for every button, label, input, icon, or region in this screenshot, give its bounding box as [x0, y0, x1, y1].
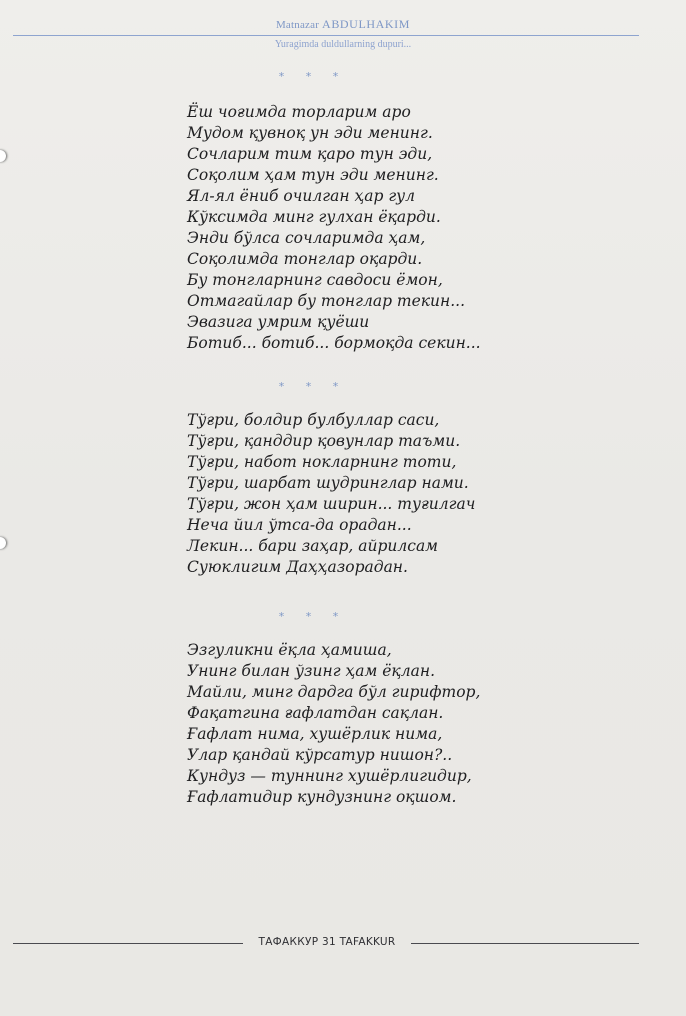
poem-line: Тўғри, жон ҳам ширин... туғилгач [187, 495, 476, 513]
poem-line: Ёш чоғимда торларим аро [187, 103, 411, 121]
footer-rule-left [13, 943, 243, 944]
poem-line: Тўғри, набот нокларнинг тоти, [187, 453, 457, 471]
poem-line: Кўксимда минг гулхан ёқарди. [187, 208, 441, 226]
poem-line: Тўғри, қанддир қовунлар таъми. [187, 432, 461, 450]
poem-3 [187, 640, 517, 808]
author-last-name: ABDULHAKIM [322, 17, 411, 31]
binder-hole [0, 150, 6, 162]
poem-line: Тўғри, болдир булбуллар саси, [187, 411, 440, 429]
poem-line: Эзгуликни ёқла ҳамиша, [187, 641, 392, 659]
stanza-separator: * * * [278, 610, 348, 623]
author-first-name: Matnazar [275, 19, 320, 31]
poem-line: Ял-ял ёниб очилган ҳар гул [187, 187, 416, 205]
poem-line: Тўғри, шарбат шудринглар нами. [187, 474, 469, 492]
poem-line: Ғафлат нима, хушёрлик нима, [187, 725, 443, 743]
poem-line: Отмагайлар бу тонглар текин... [187, 292, 466, 310]
poem-line: Ботиб... ботиб... бормоқда секин... [187, 334, 481, 352]
poem-line: Унинг билан ўзинг ҳам ёқлан. [187, 662, 436, 680]
poem-2 [187, 410, 517, 578]
running-header-author [0, 17, 686, 32]
page-footer: ТАФАККУР 31 TAFAKKUR [258, 936, 396, 948]
poem-line: Мудом қувноқ ун эди менинг. [187, 124, 433, 142]
stanza-separator: * * * [278, 70, 348, 83]
poem-line: Энди бўлса сочларимда ҳам, [187, 229, 426, 247]
poem-line: Неча йил ўтса-да орадан... [187, 516, 412, 534]
running-header-subtitle: Yuragimda duldullarning dupuri... [274, 39, 412, 50]
poem-line: Соқолим ҳам тун эди менинг. [187, 166, 439, 184]
poem-line: Соқолимда тонглар оқарди. [187, 250, 423, 268]
poem-line: Улар қандай кўрсатур нишон?.. [187, 746, 453, 764]
poem-line: Кундуз — туннинг хушёрлигидир, [187, 767, 472, 785]
poem-line: Бу тонгларнинг савдоси ёмон, [187, 271, 443, 289]
poem-line: Майли, минг дардга бўл гирифтор, [187, 683, 481, 701]
footer-rule-right [411, 943, 639, 944]
poem-line: Ғафлатидир кундузнинг оқшом. [187, 788, 457, 806]
binder-hole [0, 537, 6, 549]
poem-line: Сочларим тим қаро тун эди, [187, 145, 433, 163]
poem-line: Суюклигим Даҳҳазорадан. [187, 558, 408, 576]
poem-line: Фақатгина ғафлатдан сақлан. [187, 704, 444, 722]
poem-line: Эвазига умрим қуёши [187, 313, 370, 331]
stanza-separator: * * * [278, 380, 348, 393]
header-rule [13, 35, 639, 36]
poem-line: Лекин... бари заҳар, айрилсам [187, 537, 439, 555]
poem-1 [187, 102, 517, 354]
